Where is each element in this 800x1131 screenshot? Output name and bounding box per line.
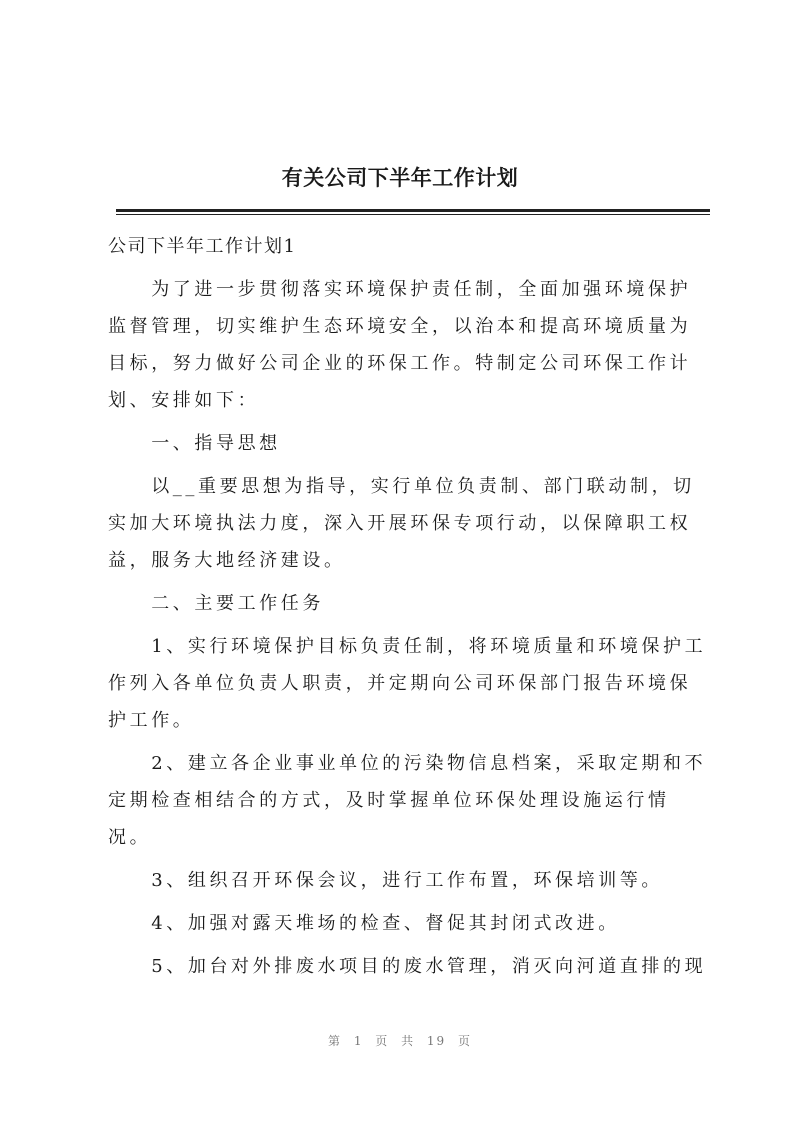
task-item-4: 4、加强对露天堆场的检查、督促其封闭式改进。 xyxy=(151,913,620,934)
document-body xyxy=(108,228,708,991)
paragraph-guiding-idea: 以__重要思想为指导，实行单位负责制、部门联动制，切实加大环境执法力度，深入开展环保专项行动，以保障职工权益，服务大地经济建设。 xyxy=(108,476,695,571)
paragraph-intro: 为了进一步贯彻落实环境保护责任制，全面加强环境保护监督管理，切实维护生态环境安全，以治本和提高环境质量为目标，努力做好公司企业的环保工作。特制定公司环保工作计划、安排如下： xyxy=(108,279,692,411)
document-title: 有关公司下半年工作计划 xyxy=(281,166,519,190)
section-heading-guiding-idea: 一、指导思想 xyxy=(151,433,281,454)
title-divider xyxy=(116,209,710,212)
page-number-footer: 第 1 页 共 19 页 xyxy=(328,1034,472,1048)
task-item-2: 2、建立各企业事业单位的污染物信息档案，采取定期和不定期检查相结合的方式，及时掌握单位环保处理设施运行情况。 xyxy=(108,753,707,848)
section-heading-plan-1: 公司下半年工作计划1 xyxy=(108,236,297,257)
task-item-3: 3、组织召开环保会议，进行工作布置，环保培训等。 xyxy=(151,870,664,891)
section-heading-main-tasks: 二、主要工作任务 xyxy=(151,593,324,614)
task-item-1: 1、实行环境保护目标负责任制，将环境质量和环境保护工作列入各单位负责人职责，并定期向公司环保部门报告环境保护工作。 xyxy=(108,636,707,731)
task-item-5: 5、加台对外排废水项目的废水管理，消灭向河道直排的现 xyxy=(151,956,707,977)
